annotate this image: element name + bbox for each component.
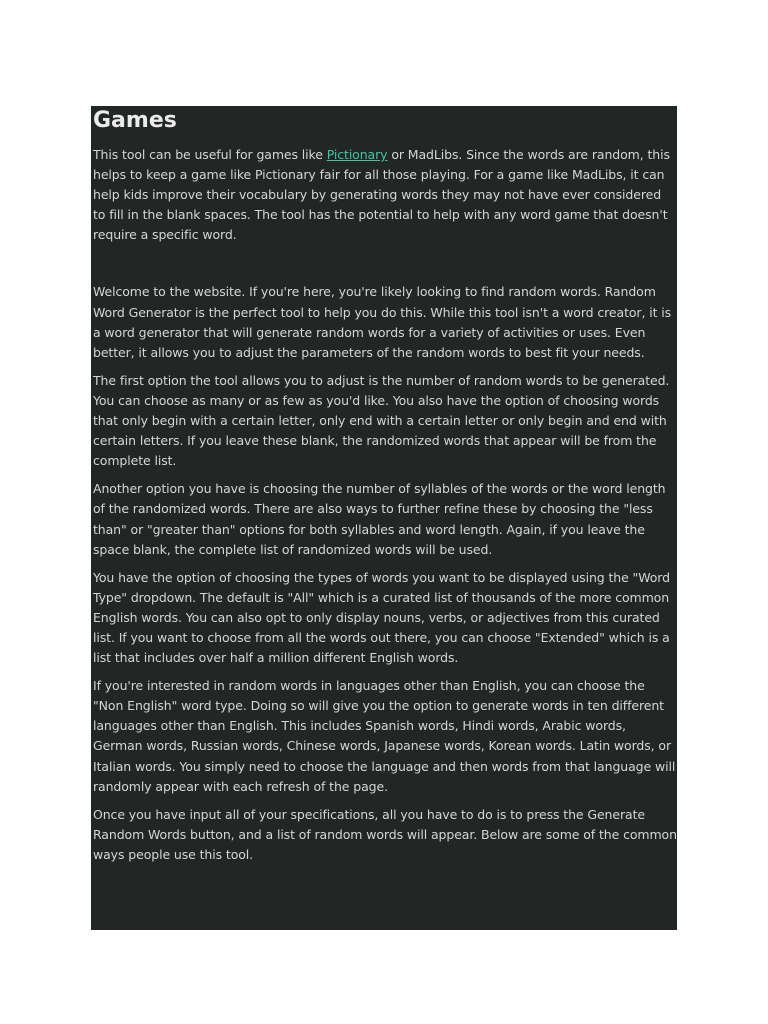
intro-text-before-link: This tool can be useful for games like	[93, 147, 327, 162]
paragraph-number-of-words: The first option the tool allows you to adjust is the number of random words to be generated. You can choose as many or as few as you'd like. You also have the option of choosing words that only begin with a certain letter, only end with a certain letter or only begin and end with certain letters. If you leave these blank, the randomized words that appear will be from the complete list.	[93, 372, 670, 469]
pictionary-link[interactable]: Pictionary	[326, 147, 388, 162]
intro-paragraph	[93, 145, 677, 245]
paragraph-languages: If you're interested in random words in languages other than English, you can choose the "Non English" word type. Doing so will give you the option to generate words in ten different languages other than English. This includes Spanish words, Hindi words, Arabic words, German words, Russian words, Chinese words, Japanese words, Korean words. Latin words, or Italian words. You simply need to choose the language and then words from that language will randomly appear with each refresh of the page.	[93, 678, 676, 794]
paragraph-generate: Once you have input all of your specifications, all you have to do is to press the Generate Random Words button, and a list of random words will appear. Below are some of the common ways people use this tool.	[93, 806, 677, 862]
content-panel	[91, 106, 677, 930]
paragraph-welcome: Welcome to the website. If you're here, you're likely looking to find random words. Random Word Generator is the perfect tool to help you do this. While this tool isn't a word creator, it is a word generator that will generate random words for a variety of activities or uses. Even better, it allows you to adjust the parameters of the random words to best fit your needs.	[93, 284, 672, 360]
section-heading: Games	[93, 108, 177, 133]
paragraph-syllables: Another option you have is choosing the number of syllables of the words or the word length of the randomized words. There are also ways to further refine these by choosing the "less than" or "greater than" options for both syllables and word length. Again, if you leave the space blank, the complete list of randomized words will be used.	[93, 481, 666, 557]
intro-text-after-link: or MadLibs. Since the words are random, this helps to keep a game like Pictionary fair for all those playing. For a game like MadLibs, it can help kids improve their vocabulary by generating words they may not have ever considered to fill in the blank spaces. The tool has the potential to help with any word game that doesn't require a specific word.	[93, 147, 670, 243]
paragraph-word-type: You have the option of choosing the types of words you want to be displayed using the "Word Type" dropdown. The default is "All" which is a curated list of thousands of the more common English words. You can also opt to only display nouns, verbs, or adjectives from this curated list. If you want to choose from all the words out there, you can choose "Extended" which is a list that includes over half a million different English words.	[93, 569, 670, 666]
